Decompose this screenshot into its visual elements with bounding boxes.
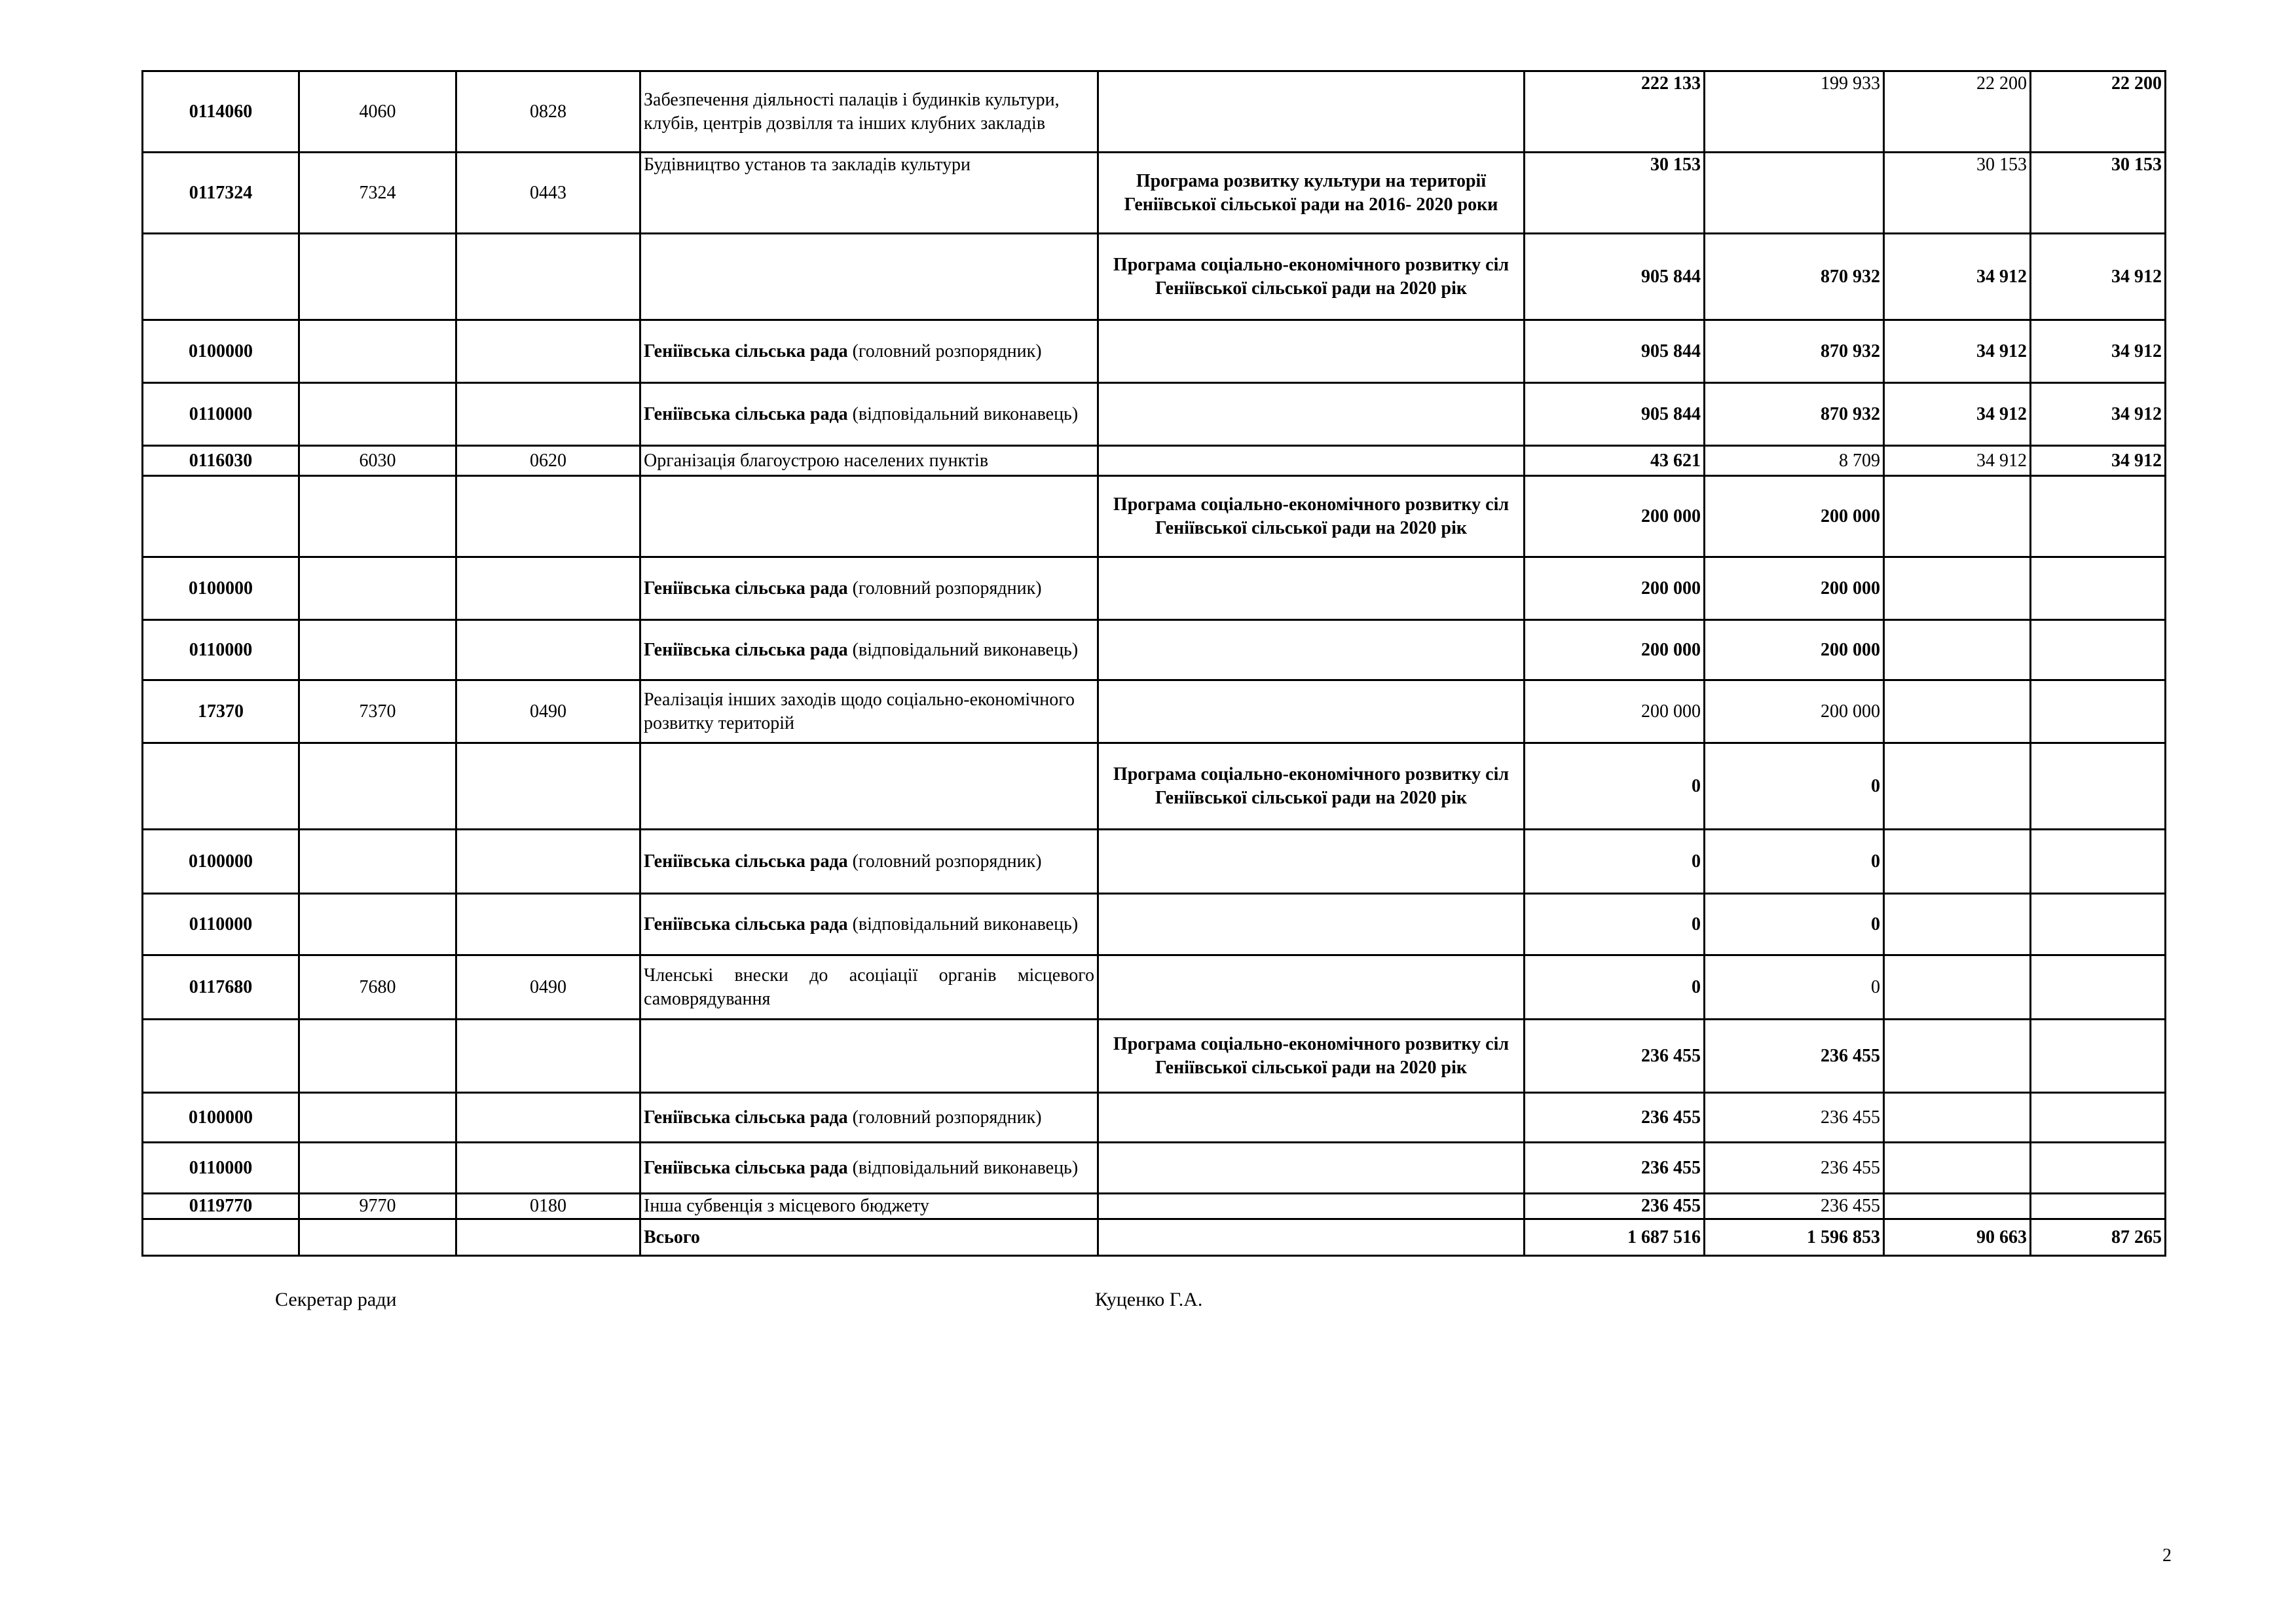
program-name: Програма соціально-економічного розвитку сіл Геніївської сільської ради на 2020 рік [1098,1020,1525,1093]
table-row [143,1020,2166,1093]
classification-code [456,1093,640,1143]
program-name [1098,1219,1525,1256]
item-name: Організація благоустрою населених пунктів [640,446,1098,476]
item-name [640,1020,1098,1093]
amount-general-fund: 236 455 [1705,1020,1884,1093]
owner-role: (відповідальний виконавець) [847,1157,1079,1178]
classification-code [456,476,640,557]
program-code: 0100000 [143,320,299,383]
program-code: 0100000 [143,830,299,894]
amount-general-fund: 200 000 [1705,680,1884,743]
amount-total: 0 [1525,955,1705,1020]
table-row [143,153,2166,234]
amount-special-fund: 34 912 [1884,383,2031,446]
classification-code [456,743,640,830]
classification-code [456,383,640,446]
classification-code: 0443 [456,153,640,234]
program-code [143,1020,299,1093]
function-code [299,1143,456,1194]
program-code: 0110000 [143,620,299,680]
function-code [299,557,456,620]
amount-total: 905 844 [1525,383,1705,446]
item-name [640,320,1098,383]
program-name [1098,557,1525,620]
amount-special-fund: 90 663 [1884,1219,2031,1256]
owner-role: (головний розпорядник) [847,578,1042,599]
owner-name: Геніївська сільська рада [644,851,848,872]
amount-development [2031,743,2166,830]
amount-general-fund [1705,153,1884,234]
amount-total: 200 000 [1525,620,1705,680]
amount-general-fund: 236 455 [1705,1194,1884,1219]
amount-total: 200 000 [1525,557,1705,620]
function-code [299,1093,456,1143]
amount-general-fund: 200 000 [1705,620,1884,680]
signature-left-label: Секретар ради [275,1289,397,1310]
classification-code [456,320,640,383]
amount-development: 34 912 [2031,320,2166,383]
amount-special-fund: 22 200 [1884,71,2031,153]
classification-code [456,557,640,620]
amount-total: 905 844 [1525,320,1705,383]
owner-name: Геніївська сільська рада [644,639,848,660]
classification-code [456,1020,640,1093]
amount-development: 87 265 [2031,1219,2166,1256]
amount-special-fund [1884,680,2031,743]
item-name [640,894,1098,955]
item-name: Реалізація інших заходів щодо соціально-економічного розвитку територій [640,680,1098,743]
program-code: 0117680 [143,955,299,1020]
item-name [640,383,1098,446]
owner-role: (відповідальний виконавець) [847,639,1079,660]
amount-special-fund [1884,476,2031,557]
amount-general-fund: 236 455 [1705,1093,1884,1143]
classification-code: 0490 [456,680,640,743]
classification-code [456,1143,640,1194]
program-name [1098,383,1525,446]
amount-development: 34 912 [2031,446,2166,476]
amount-general-fund: 236 455 [1705,1143,1884,1194]
program-code: 0100000 [143,1093,299,1143]
program-name: Програма соціально-економічного розвитку сіл Геніївської сільської ради на 2020 рік [1098,476,1525,557]
amount-development [2031,955,2166,1020]
amount-general-fund: 0 [1705,894,1884,955]
amount-total: 236 455 [1525,1093,1705,1143]
function-code [299,234,456,320]
amount-development: 34 912 [2031,234,2166,320]
table-row [143,894,2166,955]
amount-special-fund: 30 153 [1884,153,2031,234]
amount-total: 236 455 [1525,1194,1705,1219]
item-name [640,234,1098,320]
program-name [1098,955,1525,1020]
function-code [299,894,456,955]
program-code [143,234,299,320]
function-code: 4060 [299,71,456,153]
program-code: 0117324 [143,153,299,234]
amount-special-fund [1884,1194,2031,1219]
amount-development [2031,830,2166,894]
amount-development [2031,894,2166,955]
table-row [143,830,2166,894]
table-row [143,743,2166,830]
amount-special-fund [1884,1020,2031,1093]
program-name [1098,894,1525,955]
classification-code [456,234,640,320]
table-row [143,383,2166,446]
item-name: Інша субвенція з місцевого бюджету [640,1194,1098,1219]
program-code: 0119770 [143,1194,299,1219]
program-name [1098,446,1525,476]
amount-special-fund [1884,955,2031,1020]
program-code [143,1219,299,1256]
amount-development [2031,1020,2166,1093]
amount-development: 22 200 [2031,71,2166,153]
amount-special-fund: 34 912 [1884,320,2031,383]
amount-development [2031,1194,2166,1219]
amount-special-fund: 34 912 [1884,446,2031,476]
amount-total: 200 000 [1525,680,1705,743]
amount-general-fund: 0 [1705,830,1884,894]
classification-code [456,620,640,680]
item-name: Забезпечення діяльності палаців і будинків культури, клубів, центрів дозвілля та інших клубних закладів [640,71,1098,153]
amount-total: 1 687 516 [1525,1219,1705,1256]
function-code: 7324 [299,153,456,234]
function-code [299,383,456,446]
classification-code: 0620 [456,446,640,476]
classification-code [456,1219,640,1256]
amount-special-fund [1884,743,2031,830]
owner-role: (головний розпорядник) [847,851,1042,872]
amount-total: 236 455 [1525,1143,1705,1194]
item-name [640,557,1098,620]
amount-special-fund [1884,557,2031,620]
table-row [143,620,2166,680]
amount-development: 30 153 [2031,153,2166,234]
amount-total: 30 153 [1525,153,1705,234]
item-name [640,1093,1098,1143]
item-name: Будівництво установ та закладів культури [640,153,1098,234]
amount-total: 200 000 [1525,476,1705,557]
table-row [143,955,2166,1020]
function-code [299,830,456,894]
table-row [143,557,2166,620]
item-name: Членські внески до асоціації органів місцевого самоврядування [640,955,1098,1020]
item-name [640,830,1098,894]
table-row [143,320,2166,383]
program-name [1098,680,1525,743]
item-name [640,743,1098,830]
program-code: 0100000 [143,557,299,620]
function-code [299,620,456,680]
amount-general-fund: 870 932 [1705,383,1884,446]
program-code: 0116030 [143,446,299,476]
function-code [299,1020,456,1093]
amount-special-fund: 34 912 [1884,234,2031,320]
amount-total: 236 455 [1525,1020,1705,1093]
program-code [143,476,299,557]
item-name [640,1143,1098,1194]
amount-total: 43 621 [1525,446,1705,476]
amount-general-fund: 0 [1705,955,1884,1020]
amount-general-fund: 870 932 [1705,320,1884,383]
program-name [1098,1093,1525,1143]
amount-special-fund [1884,1093,2031,1143]
program-code: 0110000 [143,1143,299,1194]
amount-total: 905 844 [1525,234,1705,320]
classification-code [456,894,640,955]
amount-total: 222 133 [1525,71,1705,153]
owner-role: (головний розпорядник) [847,341,1042,361]
program-code: 0110000 [143,383,299,446]
owner-name: Геніївська сільська рада [644,1157,848,1178]
table-row [143,680,2166,743]
classification-code: 0828 [456,71,640,153]
program-name: Програма соціально-економічного розвитку сіл Геніївської сільської ради на 2020 рік [1098,743,1525,830]
table-row [143,476,2166,557]
amount-special-fund [1884,830,2031,894]
classification-code [456,830,640,894]
table-row [143,1093,2166,1143]
table-row [143,71,2166,153]
function-code: 7680 [299,955,456,1020]
amount-development [2031,680,2166,743]
item-name [640,620,1098,680]
function-code [299,320,456,383]
function-code [299,476,456,557]
amount-special-fund [1884,894,2031,955]
owner-name: Геніївська сільська рада [644,341,848,361]
program-code: 0110000 [143,894,299,955]
function-code [299,1219,456,1256]
amount-general-fund: 200 000 [1705,557,1884,620]
owner-name: Геніївська сільська рада [644,1107,848,1128]
amount-general-fund: 8 709 [1705,446,1884,476]
owner-name: Геніївська сільська рада [644,913,848,934]
owner-role: (відповідальний виконавець) [847,913,1079,934]
budget-table [141,70,2166,1257]
classification-code: 0490 [456,955,640,1020]
table-row [143,1219,2166,1256]
amount-general-fund: 870 932 [1705,234,1884,320]
amount-general-fund: 200 000 [1705,476,1884,557]
program-name: Програма соціально-економічного розвитку сіл Геніївської сільської ради на 2020 рік [1098,234,1525,320]
owner-name: Геніївська сільська рада [644,578,848,599]
table-body [143,71,2166,1256]
table-row [143,1143,2166,1194]
page-number: 2 [2162,1545,2172,1566]
amount-development [2031,1143,2166,1194]
amount-general-fund: 1 596 853 [1705,1219,1884,1256]
program-name [1098,1194,1525,1219]
amount-development [2031,476,2166,557]
function-code: 7370 [299,680,456,743]
table-row [143,446,2166,476]
function-code: 6030 [299,446,456,476]
table-row [143,234,2166,320]
amount-special-fund [1884,1143,2031,1194]
signature-name: Куценко Г.А. [1095,1289,1203,1310]
amount-development [2031,620,2166,680]
program-name: Програма розвитку культури на території Геніївської сільської ради на 2016- 2020 роки [1098,153,1525,234]
amount-general-fund: 199 933 [1705,71,1884,153]
owner-role: (відповідальний виконавець) [847,403,1079,424]
function-code [299,743,456,830]
amount-total: 0 [1525,894,1705,955]
program-name [1098,1143,1525,1194]
amount-total: 0 [1525,830,1705,894]
program-name [1098,71,1525,153]
amount-special-fund [1884,620,2031,680]
amount-development [2031,557,2166,620]
program-code [143,743,299,830]
owner-name: Геніївська сільська рада [644,403,848,424]
item-name [640,476,1098,557]
program-code: 17370 [143,680,299,743]
amount-development [2031,1093,2166,1143]
amount-general-fund: 0 [1705,743,1884,830]
program-name [1098,320,1525,383]
program-name [1098,620,1525,680]
amount-development: 34 912 [2031,383,2166,446]
total-label: Всього [640,1219,1098,1256]
table-row [143,1194,2166,1219]
program-name [1098,830,1525,894]
function-code: 9770 [299,1194,456,1219]
classification-code: 0180 [456,1194,640,1219]
program-code: 0114060 [143,71,299,153]
amount-total: 0 [1525,743,1705,830]
owner-role: (головний розпорядник) [847,1107,1042,1128]
